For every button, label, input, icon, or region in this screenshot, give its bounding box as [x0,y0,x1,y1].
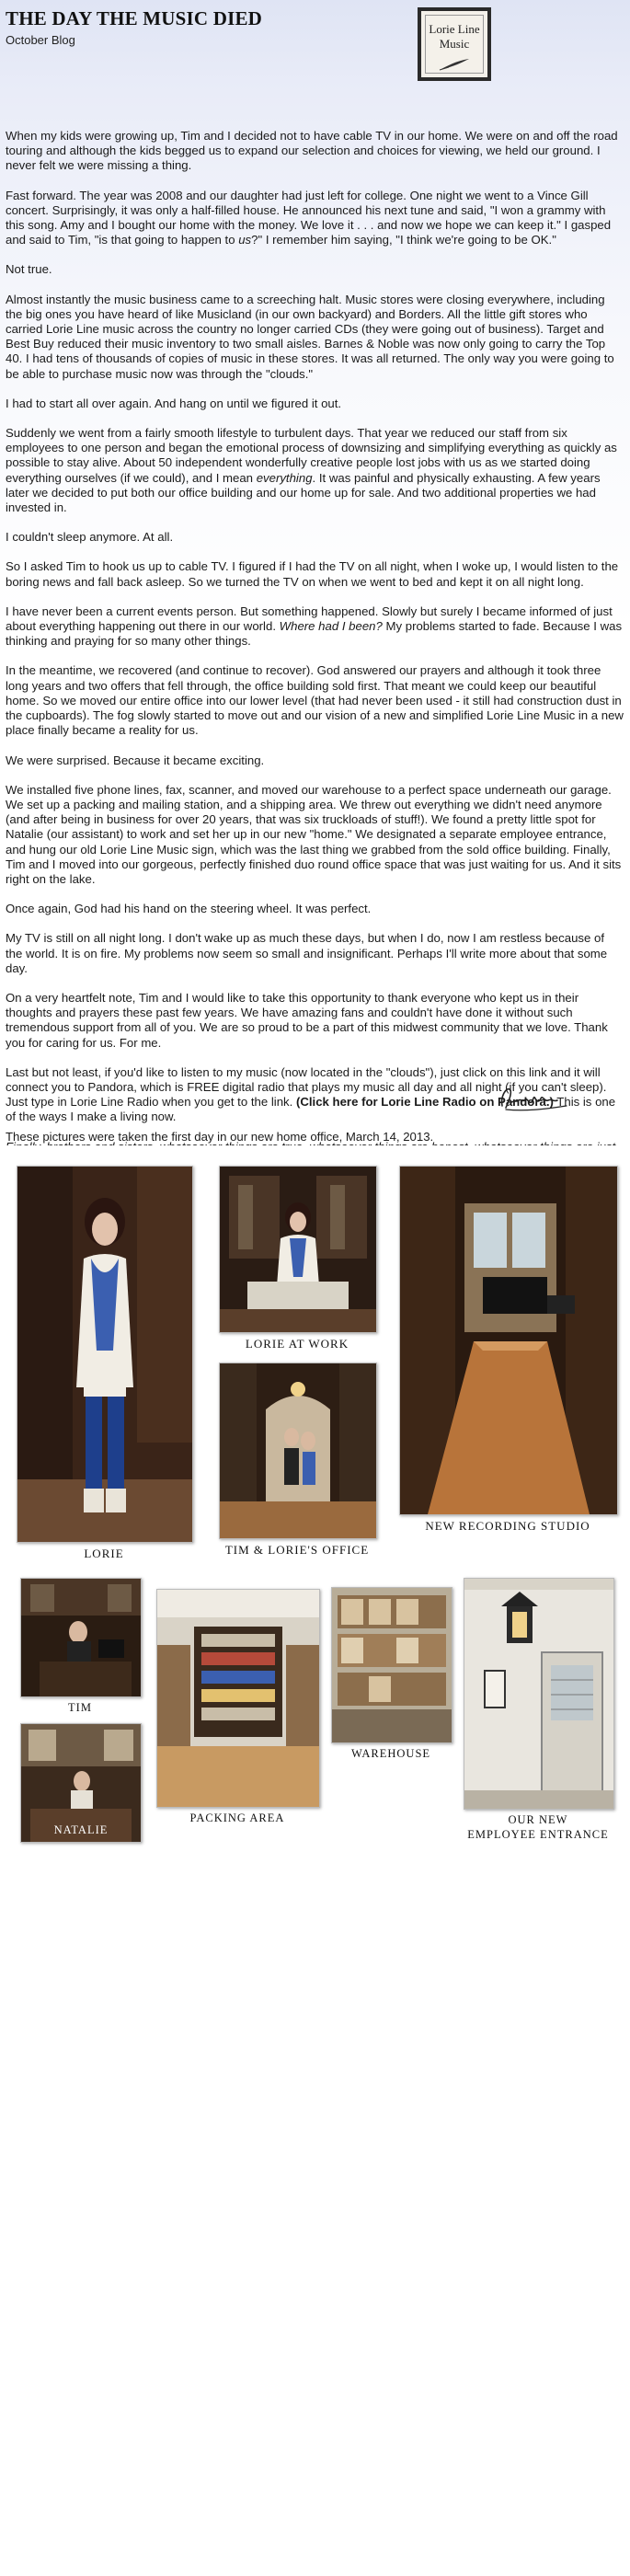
blog-body [6,129,624,1213]
photo-recording-studio [399,1166,618,1515]
photo-employee-entrance [464,1578,614,1810]
lorie-line-music-logo [418,7,491,81]
caption-tim: TIM [68,1701,92,1714]
photo-natalie [20,1723,142,1843]
paragraph: So I asked Tim to hook us up to cable TV. I figured if I had the TV on all night, when I woke up, I would listen to the boring news and fall back asleep. So we turned the TV on when we went to bed and kept it on all night long. [6,559,619,589]
paragraph: Almost instantly the music business came to a screeching halt. Music stores were closing everywhere, including the big ones you have heard of like Musicland (in our own backyard) and Borders. All the little gift stores who carried Lorie Line music across the country no longer carried CDs (they were going out of business). Target and Best Buy reduced their music inventory to two small aisles. Barnes & Noble was now only going to carry the Top 40. I had tens of thousands of copies of music in these stores. It was all returned. The only way you were going to be able to purchase music now was through the "clouds." [6,292,614,381]
quill-icon [438,57,471,72]
page-title: THE DAY THE MUSIC DIED [6,7,263,29]
photo-gallery [0,1145,630,2576]
caption-entrance-line2: EMPLOYEE ENTRANCE [467,1828,609,1841]
paragraph: My TV is still on all night long. I don't wake up as much these days, but when I do, now I am restless because of the world. It is on fire. My problems now seem so small and insignificant. Perhaps I'll write more about that some day. [6,931,608,975]
photo-note: These pictures were taken the first day in our new home office, March 14, 2013. [6,1130,434,1144]
paragraph: On a very heartfelt note, Tim and I would like to take this opportunity to thank everyone who kept us in their thoughts and prayers these past few years. We have amazing fans and couldn't have done it without such tremendous support from all of you. We are so proud to be a part of this midwest community that we love. Thank you for caring for us. For me. [6,990,608,1050]
paragraph: Last but not least, if you'd like to listen to my music (now located in the "clouds"), just click on this link and it will connect you to Pandora, which is FREE digital radio that plays my music all day and all night (if you can't sleep). Just type in Lorie Line Radio when you get to the link. (Click here for Lorie Line Radio on Pandora.) This is one of the ways I make a living now. [6,1064,616,1124]
blog-section [0,0,630,1145]
photo-office [219,1363,377,1539]
caption-packing-area: PACKING AREA [189,1811,285,1824]
caption-recording-studio: NEW RECORDING STUDIO [425,1519,590,1533]
paragraph: We installed five phone lines, fax, scanner, and moved our warehouse to a perfect space underneath our garage. We set up a packing and mailing station, and a shipping area. We threw out everything we didn't need anymore (and after being in business for over 20 years, that was six truckloads of stuff!). We found a pretty little spot for Natalie (our assistant) to work and set her up in our new "home." We designated a separate employee entrance, and hung our old Lorie Line Music sign, which was the last thing we grabbed from the sold office building. Finally, Tim and I moved into our gorgeous, perfectly finished duo round office space that was just waiting for us. And it sits right on the lake. [6,782,622,886]
caption-warehouse: WAREHOUSE [350,1747,431,1760]
paragraph: Fast forward. The year was 2008 and our daughter had just left for college. One night we went to a Vince Gill concert. Surprisingly, it was only a half-filled house. He announced his next tune and said, "I won a grammy with this song. Amy and I bought our home with the money. We love it . . . and now we hope we can keep it." I gasped and said to Tim, "is that going to happen to us?" I remember him saying, "I think we're going to be OK." [6,188,612,247]
photo-lorie-at-work [219,1166,377,1333]
page-subtitle: October Blog [6,33,75,47]
pandora-link[interactable]: (Click here for Lorie Line Radio on Pandora.) [295,1095,554,1110]
caption-office: TIM & LORIE'S OFFICE [224,1543,370,1557]
caption-entrance-line1: OUR NEW [508,1813,568,1826]
photo-tim [20,1578,142,1697]
logo-line1: Lorie Line [429,22,480,36]
photo-lorie [17,1166,193,1543]
logo-line2: Music [439,37,470,51]
paragraph: Not true. [6,262,52,277]
signature [497,1082,570,1113]
paragraph: I had to start all over again. And hang on until we figured it out. [6,396,342,410]
paragraph: We were surprised. Because it became exciting. [6,753,265,767]
photo-packing-area [156,1589,320,1808]
paragraph: I have never been a current events person. But something happened. Slowly but surely I became informed of just about everything happening out there in our world. Where had I been? My problems started to fade. Because I was thinking and praying for so many other things. [6,604,623,649]
caption-lorie-at-work: LORIE AT WORK [245,1337,349,1351]
paragraph: When my kids were growing up, Tim and I decided not to have cable TV in our home. We were on and off the road touring and although the kids begged us to expand our selection and choices for viewing, we held our ground. I never felt we were missing a thing. [6,129,618,173]
photo-warehouse [331,1587,452,1743]
paragraph: Suddenly we went from a fairly smooth lifestyle to turbulent days. That year we reduced our staff from six employees to one person and began the emotional process of downsizing and simplifying everything as quickly as possible to stay alive. About 50 independent wonderfully creative people lost jobs with us as we started doing everything ourselves (if we could), and I mean everything. It was painful and physically exhausting. A few years later we decided to put both our office building and our home up for sale. And two additional properties we had invested in. [6,426,617,515]
caption-natalie: NATALIE [53,1823,109,1836]
paragraph: In the meantime, we recovered (and continue to recover). God answered our prayers and although it took three long years and two offers that fell through, the office building sold first. That meant we could keep our beautiful home. So we moved our entire office into our lower level (that had never been used - it still had construction dust in the cupboards). The fog slowly started to move out and our vision of a new and simplified Lorie Line Music in a new place finally became a reality for us. [6,663,624,738]
paragraph: I couldn't sleep anymore. At all. [6,530,174,545]
paragraph: Once again, God had his hand on the steering wheel. It was perfect. [6,902,372,916]
caption-lorie: LORIE [84,1547,124,1560]
